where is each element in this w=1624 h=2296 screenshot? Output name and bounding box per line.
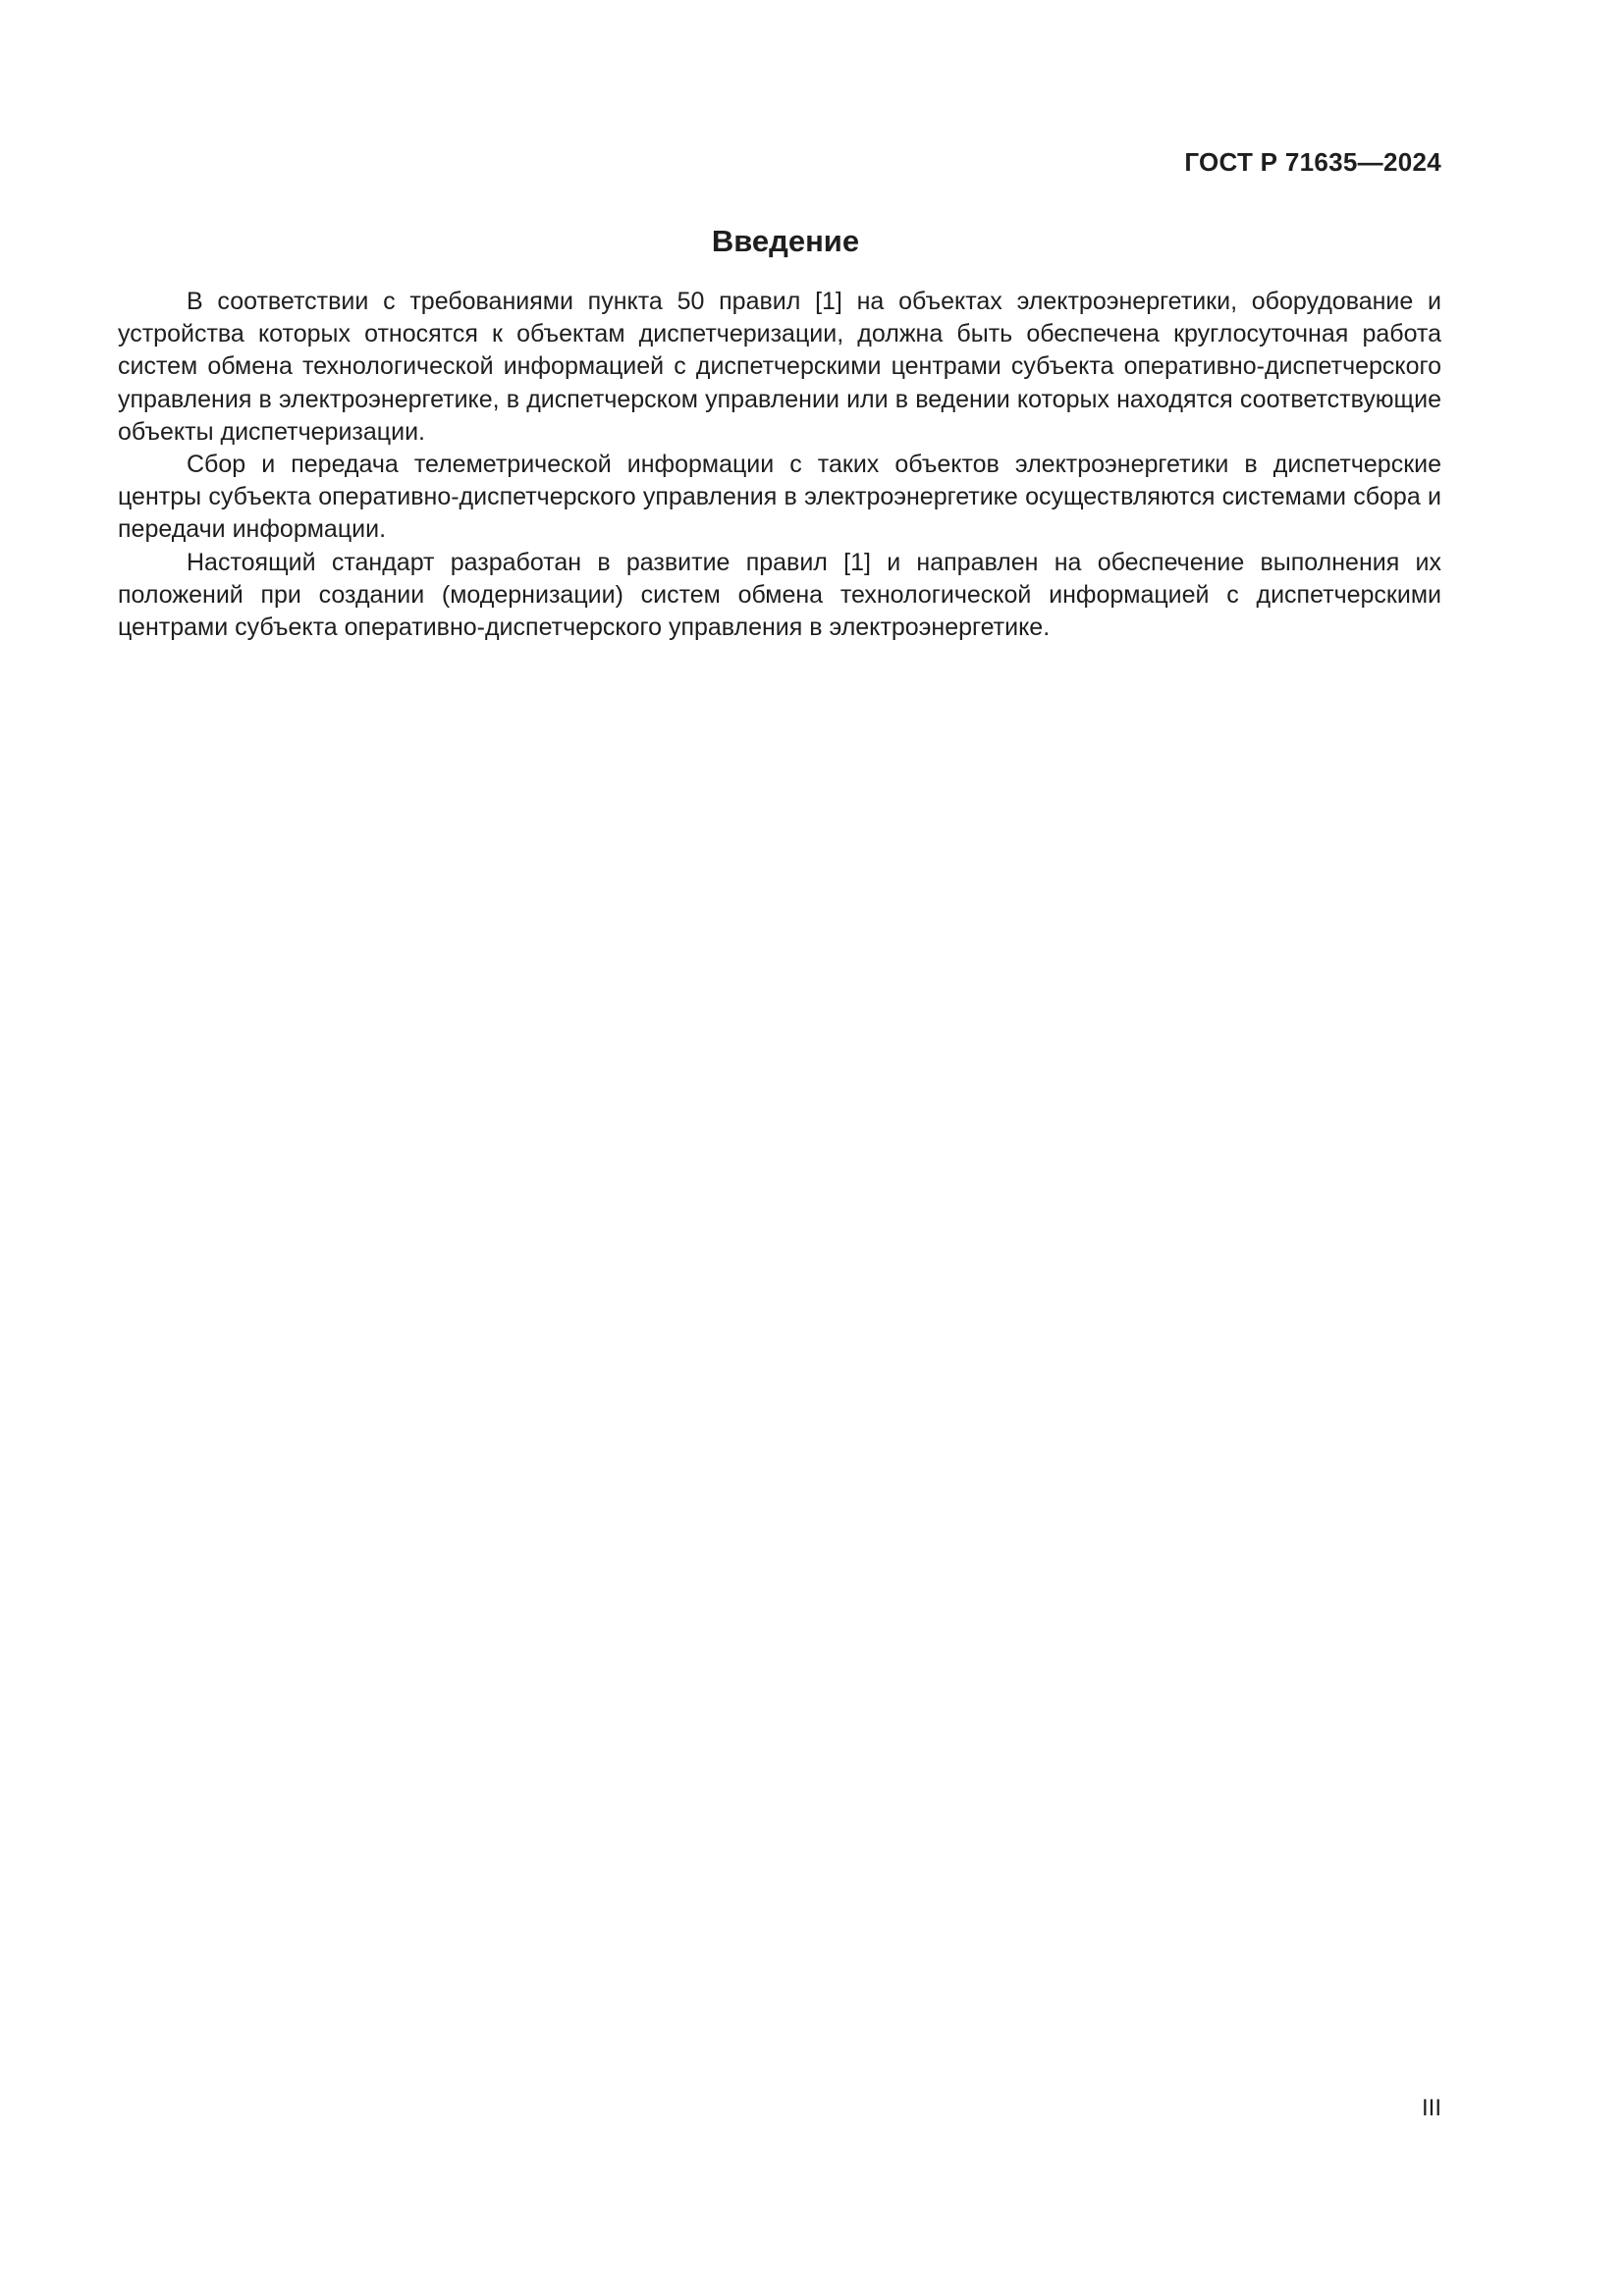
paragraph-2: Сбор и передача телеметрической информации с таких объектов электроэнергетики в диспетчерские центры субъекта оперативно-диспетчерского управления в электроэнергетике осуществляются системами сбора и передачи информации.: [118, 451, 1441, 544]
paragraph-3: Настоящий стандарт разработан в развитие правил [1] и направлен на обеспечение выполнения их положений при создании (модернизации) систем обмена технологической информацией с диспетчерскими центрами субъекта оперативно-диспетчерского управления в электроэнергетике.: [118, 548, 1441, 642]
page-number: III: [1421, 2095, 1441, 2121]
paragraph-1: В соответствии с требованиями пункта 50 правил [1] на объектах электроэнергетики, оборудование и устройства которых относятся к объектам диспетчеризации, должна быть обеспечена круглосуточная работа систем обмена технологической информацией с диспетчерскими центрами субъекта оперативно-диспетчерского управления в электроэнергетике, в диспетчерском управлении или в ведении которых находятся соответствующие объекты диспетчеризации.: [118, 288, 1441, 446]
section-title: Введение: [711, 224, 860, 258]
standard-identifier: ГОСТ Р 71635—2024: [1184, 147, 1441, 177]
introduction-body: [118, 286, 1441, 644]
